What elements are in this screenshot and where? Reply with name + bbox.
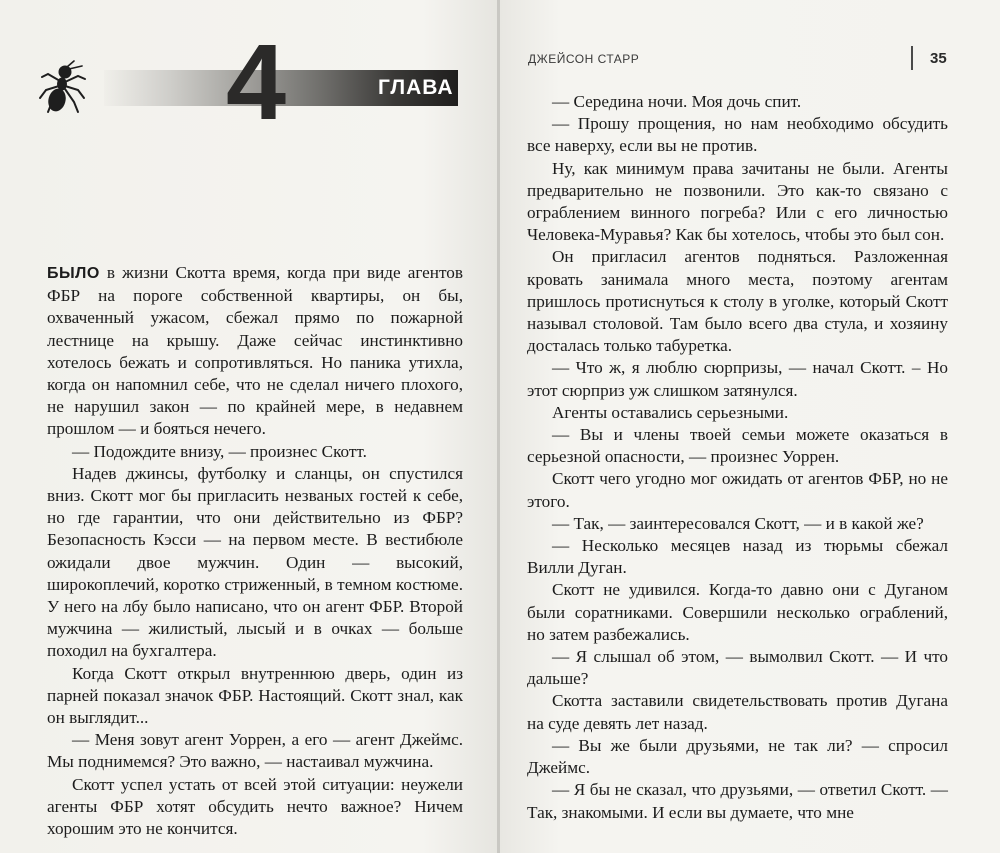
paragraph: — Несколько месяцев назад из тюрьмы сбежал Вилли Дуган.: [527, 536, 948, 578]
paragraph: — Прошу прощения, но нам необходимо обсудить все наверху, если вы не против.: [527, 114, 948, 156]
lead-word: БЫЛО: [47, 265, 100, 282]
paragraph: Когда Скотт открыл внутреннюю дверь, один из парней показал значок ФБР. Настоящий. Скотт знал, как он выглядит...: [47, 663, 463, 728]
paragraph: Он пригласил агентов подняться. Разложенная кровать занимала много места, поэтому агентам пришлось протиснуться к столу в уголке, который Скотт называл столовой. Там было всего два стула, и хозяину досталась только табуретка.: [527, 247, 948, 356]
running-head: ДЖЕЙСОН СТАРР: [528, 52, 640, 66]
paragraph: Надев джинсы, футболку и сланцы, он спустился вниз. Скотт мог бы пригласить незваных гостей к себе, но где гарантии, что они действительно из ФБР? Безопасность Кэсси — на первом месте. В вестибюле ожидали двое мужчин. Один — высокий, широкоплечий, коротко стриженный, в темном костюме. У него на лбу было написано, что он агент ФБР. Второй мужчина — жилистый, лысый и в очках — больше походил на бухгалтера.: [47, 463, 463, 661]
ant-icon: [38, 60, 88, 116]
paragraph: — Так, — заинтересовался Скотт, — и в какой же?: [552, 513, 924, 533]
right-body-text: [527, 91, 948, 824]
chapter-number: 4: [225, 21, 285, 142]
header-divider: [911, 46, 913, 70]
paragraph: Ну, как минимум права зачитаны не были. Агенты предварительно не позвонили. Это как-то связано с ограблением винного погреба? Или с его личностью Человека-Муравья? Как бы хотелось, чтобы это был сон.: [527, 158, 948, 245]
chapter-label: ГЛАВА: [378, 76, 454, 99]
left-page: [0, 0, 497, 853]
paragraph: — Я бы не сказал, что друзьями, — ответил Скотт. — Так, знакомыми. И если вы думаете, что мне: [527, 780, 948, 822]
paragraph: — Подождите внизу, — произнес Скотт.: [72, 441, 367, 461]
paragraph: Скотт успел устать от всей этой ситуации: неужели агенты ФБР хотят обсудить нечто важное? Ничем хорошим это не кончится.: [47, 774, 463, 839]
left-body-text: [47, 262, 463, 840]
paragraph: — Вы же были друзьями, не так ли? — спросил Джеймс.: [527, 735, 948, 778]
paragraph: — Вы и члены твоей семьи можете оказаться в серьезной опасности, — произнес Уоррен.: [527, 425, 948, 467]
paragraph: — Что ж, я люблю сюрпризы, — начал Скотт. – Но этот сюрприз уж слишком затянулся.: [527, 358, 948, 400]
page-number: 35: [930, 50, 947, 67]
paragraph: — Я слышал об этом, — вымолвил Скотт. — И что дальше?: [527, 647, 948, 689]
paragraph: — Меня зовут агент Уоррен, а его — агент Джеймс. Мы поднимемся? Это важно, — настаивал мужчина.: [47, 730, 463, 772]
paragraph: — Середина ночи. Моя дочь спит.: [552, 92, 802, 111]
paragraph: Агенты оставались серьезными.: [552, 402, 789, 422]
paragraph: Скотт не удивился. Когда-то давно они с Дуганом были соратниками. Совершили несколько ограблений, но затем разбежались.: [527, 580, 948, 644]
paragraph: Скотта заставили свидетельствовать против Дугана на суде девять лет назад.: [527, 691, 948, 733]
paragraph: Скотт чего угодно мог ожидать от агентов ФБР, но не этого.: [527, 469, 948, 511]
paragraph: БЫЛО в жизни Скотта время, когда при виде агентов ФБР на пороге собственной квартиры, он бы, охваченный ужасом, сбежал прямо по пожарной лестнице на крышу. Даже сейчас инстинктивно хотелось бежать и сопротивляться. Но паника утихла, когда он напомнил себе, что не сделал ничего плохого, не нарушил закон — по крайней мере, в недавнем прошлом — и бояться нечего.: [47, 263, 463, 439]
